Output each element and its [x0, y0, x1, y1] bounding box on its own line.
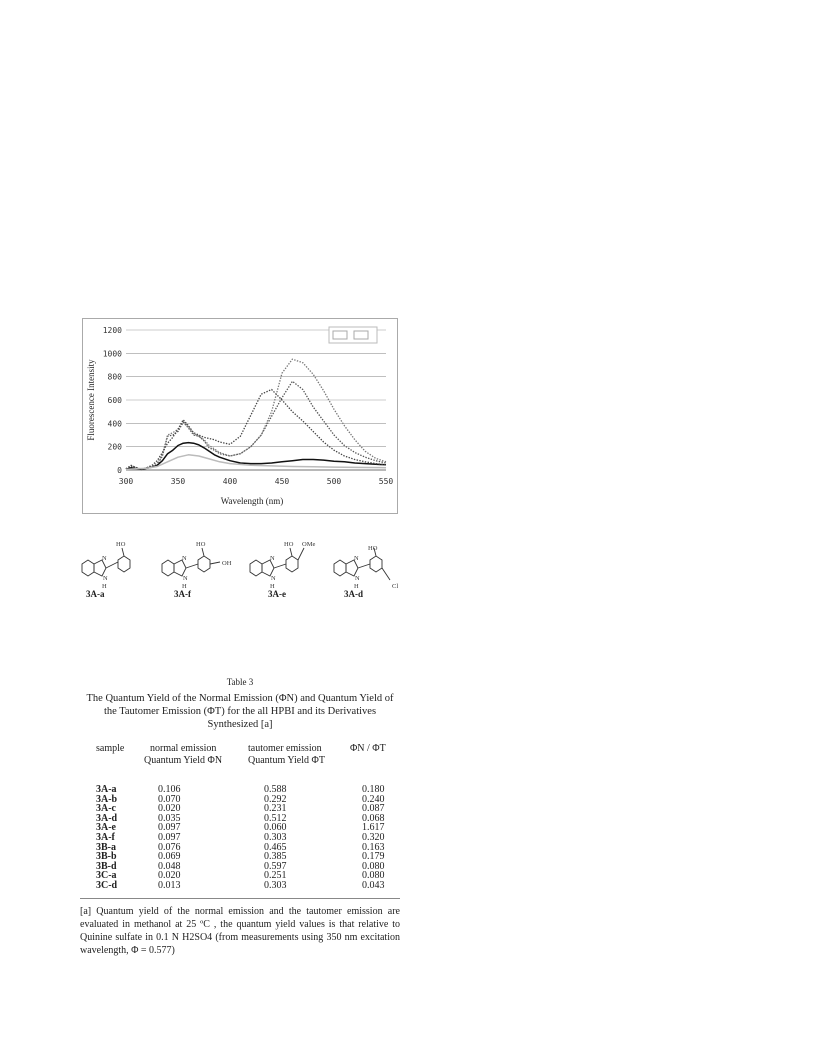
group-label: N: [182, 555, 187, 562]
group-label: HO: [284, 541, 294, 548]
cell-ratio: 0.163: [362, 841, 385, 853]
group-label: H: [102, 583, 107, 590]
group-label: OMe: [302, 541, 316, 548]
cell-sample: 3A-e: [96, 822, 116, 834]
cell-normal-yield: 0.048: [158, 860, 181, 872]
table-caption: Table 3: [226, 677, 254, 687]
x-tick-label: 550: [378, 477, 394, 486]
cell-normal-yield: 0.013: [158, 879, 181, 891]
cell-tautomer-yield: 0.303: [264, 879, 287, 891]
table-row: [80, 862, 385, 872]
molecule-3A-f-drawing: [162, 548, 220, 576]
x-tick-label: 350: [170, 477, 186, 486]
group-label: N: [102, 555, 107, 562]
y-tick-label: 1000: [102, 349, 122, 359]
y-tick-label: 200: [107, 442, 122, 452]
y-axis-label: Fluorescence Intensity: [86, 359, 96, 441]
cell-tautomer-yield: 0.597: [264, 860, 287, 872]
group-label: HO: [368, 545, 378, 552]
cell-ratio: 0.240: [362, 793, 385, 805]
cell-tautomer-yield: 0.588: [264, 784, 287, 795]
legend-swatch: [333, 331, 347, 339]
table-header: [80, 743, 400, 773]
cell-ratio: 0.179: [362, 851, 385, 863]
chart-canvas: [82, 318, 398, 514]
molecule-3A-e-drawing: [250, 548, 304, 576]
molecule-label-3A-e: 3A-e: [268, 589, 286, 599]
x-tick-label: 450: [274, 477, 290, 486]
cell-sample: 3A-b: [96, 793, 118, 805]
table-footnote: [a] Quantum yield of the normal emission and the tautomer emission are evaluated in methanol at 25 ºC , the quantum yield values is that relative to Quinine sulfate in 0.1 N H2SO4 (from measurements using 350 nm excitation wavelength, Φ = 0.577): [80, 905, 400, 956]
y-tick-label: 800: [107, 372, 122, 382]
cell-sample: 3C-d: [96, 879, 118, 891]
table-row: [80, 814, 385, 824]
group-label: HO: [116, 541, 126, 548]
cell-ratio: 0.043: [362, 879, 385, 891]
molecule-label-3A-f: 3A-f: [174, 589, 191, 599]
legend: [329, 327, 377, 343]
cell-sample: 3B-d: [96, 860, 117, 872]
header-sample: sample: [96, 743, 125, 754]
cell-normal-yield: 0.070: [158, 793, 181, 805]
cell-sample: 3A-a: [96, 784, 117, 795]
cell-tautomer-yield: 0.512: [264, 812, 287, 824]
molecule-label-3A-a: 3A-a: [86, 589, 105, 599]
cell-sample: 3B-b: [96, 851, 117, 863]
cell-normal-yield: 0.035: [158, 812, 181, 824]
cell-ratio: 0.068: [362, 812, 385, 824]
cell-sample: 3A-c: [96, 803, 116, 815]
cell-tautomer-yield: 0.251: [264, 870, 287, 882]
y-tick-label: 0: [117, 466, 122, 475]
cell-tautomer-yield: 0.060: [264, 822, 287, 834]
header-normal-line2: Quantum Yield ΦN: [144, 755, 223, 766]
cell-sample: 3A-f: [96, 831, 115, 843]
cell-tautomer-yield: 0.231: [264, 803, 287, 815]
table-row: [80, 785, 385, 795]
x-tick-label: 400: [222, 477, 238, 486]
table-row: [80, 804, 385, 814]
group-label: H: [270, 583, 275, 590]
y-tick-label: 400: [107, 419, 122, 429]
table-row: [80, 833, 385, 843]
table-divider: [80, 898, 400, 899]
cell-tautomer-yield: 0.292: [264, 793, 287, 805]
molecule-3A-a-drawing: [82, 548, 130, 576]
group-label: OH: [222, 560, 232, 567]
cell-ratio: 1.617: [362, 822, 385, 834]
legend-swatch: [354, 331, 368, 339]
cell-ratio: 0.080: [362, 870, 385, 882]
cell-ratio: 0.087: [362, 803, 385, 815]
cell-sample: 3A-d: [96, 812, 118, 824]
header-ratio: ΦN / ΦT: [350, 743, 386, 754]
cell-normal-yield: 0.097: [158, 831, 181, 843]
header-tautomer-line1: tautomer emission: [248, 743, 322, 754]
molecule-label-3A-d: 3A-d: [344, 589, 364, 599]
cell-sample: 3C-a: [96, 870, 117, 882]
fluorescence-chart: [82, 318, 398, 514]
molecule-3A-d-drawing: [334, 548, 390, 580]
group-label: N: [103, 575, 108, 582]
group-label: HO: [196, 541, 206, 548]
cell-normal-yield: 0.020: [158, 870, 181, 882]
table-row: [80, 871, 385, 881]
cell-normal-yield: 0.106: [158, 784, 181, 795]
table-row: [80, 795, 385, 805]
group-label: N: [183, 575, 188, 582]
cell-tautomer-yield: 0.303: [264, 831, 287, 843]
data-table: [80, 785, 385, 891]
cell-ratio: 0.320: [362, 831, 385, 843]
group-label: N: [354, 555, 359, 562]
cell-ratio: 0.080: [362, 860, 385, 872]
cell-sample: 3B-a: [96, 841, 116, 853]
table-row: [80, 843, 385, 853]
group-label: N: [271, 575, 276, 582]
x-tick-label: 500: [326, 477, 342, 486]
cell-normal-yield: 0.020: [158, 803, 181, 815]
group-label: N: [270, 555, 275, 562]
cell-normal-yield: 0.076: [158, 841, 181, 853]
cell-tautomer-yield: 0.385: [264, 851, 287, 863]
y-tick-label: 600: [107, 396, 122, 405]
cell-tautomer-yield: 0.465: [264, 841, 287, 853]
group-label: Cl: [392, 583, 399, 590]
table-body: [80, 785, 385, 891]
table-row: [80, 852, 385, 862]
quantum-yield-table-section: [80, 676, 400, 957]
table-title: The Quantum Yield of the Normal Emission (ΦN) and Quantum Yield of the Tautomer Emission (ΦT) for the all HPBI and its Derivatives Synthesized [a]: [86, 693, 394, 730]
group-label: H: [354, 583, 359, 590]
cell-normal-yield: 0.097: [158, 822, 181, 834]
x-axis-label: Wavelength (nm): [220, 496, 284, 506]
x-tick-label: 300: [118, 477, 134, 486]
y-tick-label: 1200: [102, 326, 122, 335]
table-row: [80, 881, 385, 891]
cell-normal-yield: 0.069: [158, 851, 181, 863]
table-row: [80, 823, 385, 833]
group-label: N: [355, 575, 360, 582]
header-normal-line1: normal emission: [150, 743, 217, 754]
cell-ratio: 0.180: [362, 784, 385, 795]
header-tautomer-line2: Quantum Yield ΦT: [248, 755, 325, 766]
group-label: H: [182, 583, 187, 590]
